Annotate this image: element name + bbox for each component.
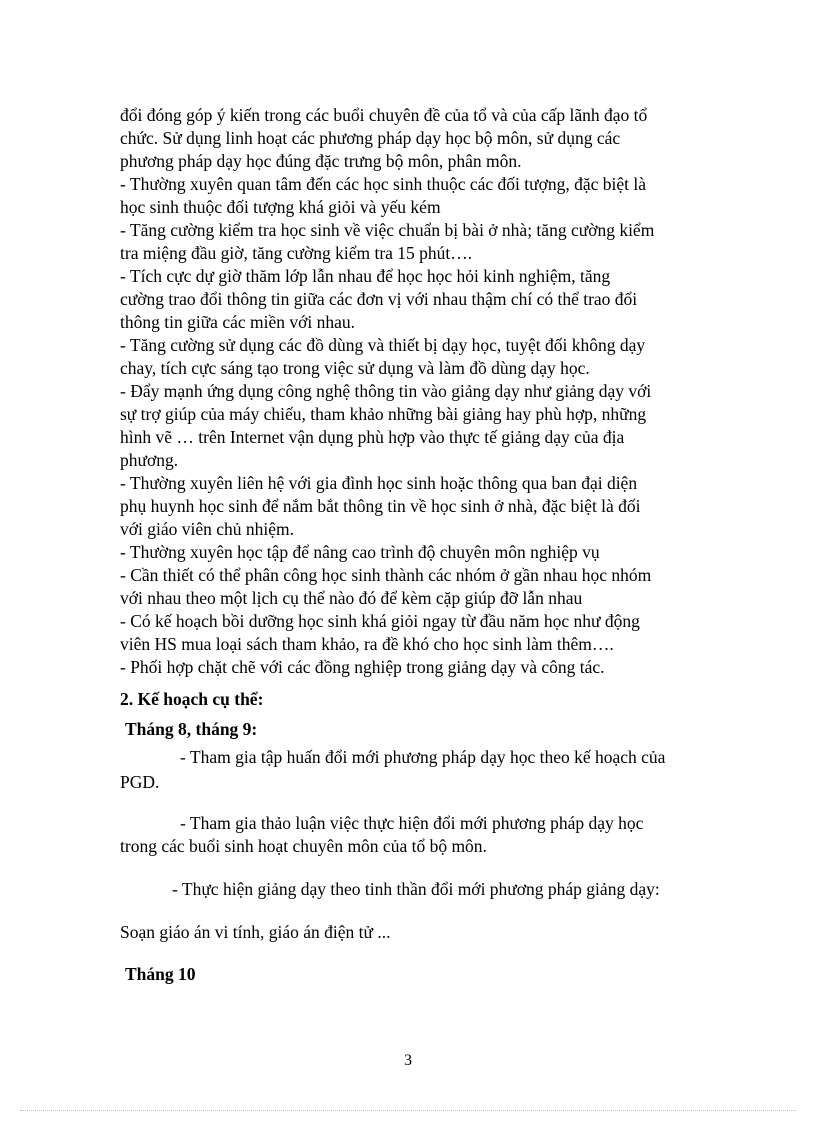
text-line: sự trợ giúp của máy chiếu, tham khảo những bài giảng hay phù hợp, những [120,404,647,424]
plan-line: - Tham gia thảo luận việc thực hiện đổi mới phương pháp dạy học [180,813,644,833]
text-line: tra miệng đầu giờ, tăng cường kiểm tra 15 phút…. [120,243,473,263]
text-line: với giáo viên chủ nhiệm. [120,519,295,539]
plan-line: Soạn giáo án vi tính, giáo án điện tử ... [120,922,391,942]
text-line: - Tích cực dự giờ thăm lớp lẫn nhau để học học hỏi kinh nghiệm, tăng [120,266,611,286]
text-line: với nhau theo một lịch cụ thể nào đó để kèm cặp giúp đỡ lẫn nhau [120,588,583,608]
text-line: - Tăng cường sử dụng các đồ dùng và thiết bị dạy học, tuyệt đối không dạy [120,335,646,355]
text-line: - Phối hợp chặt chẽ với các đồng nghiệp trong giảng dạy và công tác. [120,657,605,677]
text-line: - Thường xuyên học tập để nâng cao trình độ chuyên môn nghiệp vụ [120,542,600,562]
plan-line: - Tham gia tập huấn đổi mới phương pháp dạy học theo kế hoạch của [180,747,666,767]
text-line: - Thường xuyên liên hệ với gia đình học sinh hoặc thông qua ban đại diện [120,473,638,493]
month-heading: Tháng 8, tháng 9: [125,719,258,739]
text-line: hình vẽ … trên Internet vận dụng phù hợp vào thực tế giảng dạy của địa [120,427,625,447]
text-line: - Có kế hoạch bồi dưỡng học sinh khá giỏi ngay từ đầu năm học như động [120,611,640,631]
text-line: học sinh thuộc đối tượng khá giỏi và yếu kém [120,197,441,217]
text-line: - Đẩy mạnh ứng dụng công nghệ thông tin vào giảng dạy như giảng dạy với [120,381,652,401]
text-line: - Tăng cường kiểm tra học sinh về việc chuẩn bị bài ở nhà; tăng cường kiểm [120,220,655,240]
page-number: 3 [404,1052,412,1069]
text-line: - Cần thiết có thể phân công học sinh thành các nhóm ở gần nhau học nhóm [120,565,652,585]
plan-line: PGD. [120,772,160,792]
text-line: cường trao đổi thông tin giữa các đơn vị với nhau thậm chí có thể trao đổi [120,289,638,309]
text-line: phương. [120,450,179,470]
text-line: - Thường xuyên quan tâm đến các học sinh thuộc các đối tượng, đặc biệt là [120,174,647,194]
section-heading: 2. Kế hoạch cụ thể: [120,689,264,709]
page-divider [20,1110,796,1111]
text-line: phương pháp dạy học đúng đặc trưng bộ môn, phân môn. [120,151,522,171]
text-line: chay, tích cực sáng tạo trong việc sử dụng và làm đồ dùng dạy học. [120,358,590,378]
text-line: viên HS mua loại sách tham khảo, ra đề khó cho học sinh làm thêm…. [120,634,614,654]
plan-line: trong các buổi sinh hoạt chuyên môn của tổ bộ môn. [120,836,487,856]
text-line: chức. Sử dụng linh hoạt các phương pháp dạy học bộ môn, sử dụng các [120,128,621,148]
text-line: thông tin giữa các miền với nhau. [120,312,356,332]
text-line: đổi đóng góp ý kiến trong các buổi chuyên đề của tổ và của cấp lãnh đạo tổ [120,105,648,125]
month-heading: Tháng 10 [125,964,196,984]
text-line: phụ huynh học sinh để nắm bắt thông tin về học sinh ở nhà, đặc biệt là đối [120,496,641,516]
plan-line: - Thực hiện giảng dạy theo tinh thần đổi mới phương pháp giảng dạy: [172,879,660,899]
